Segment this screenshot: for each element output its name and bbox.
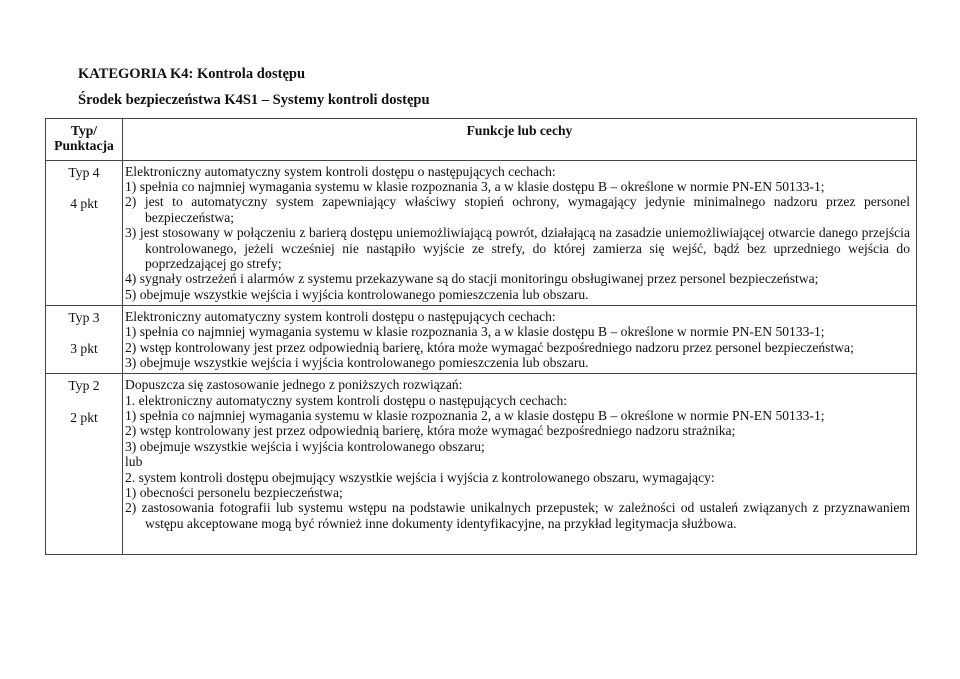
table-header-row: [46, 119, 917, 161]
list-item: 5) obejmuje wszystkie wejścia i wyjścia kontrolowanego pomieszczenia lub obszaru.: [125, 286, 589, 302]
feature-text: Elektroniczny automatyczny system kontroli dostępu o następujących cechach:: [125, 308, 556, 324]
type-cell: [46, 305, 123, 373]
features-cell: [123, 305, 917, 373]
type-label: Typ 3: [68, 309, 100, 325]
list-item: 2) jest to automatyczny system zapewniający właściwy stopień ochrony, wymagający jedynie minimalnego nadzoru przez personel bezpieczeństwa;: [125, 194, 910, 225]
feature-text: lub: [125, 454, 143, 470]
features-column-header: Funkcje lub cechy: [123, 119, 917, 161]
type-column-header: Typ/ Punktacja: [46, 119, 123, 161]
list-item: 2) wstęp kontrolowany jest przez odpowiednią barierę, która może wymagać bezpośredniego nadzoru strażnika;: [125, 423, 736, 439]
feature-text: Dopuszcza się zastosowanie jednego z poniższych rozwiązań:: [125, 377, 463, 393]
list-item: 1) spełnia co najmniej wymagania systemu w klasie rozpoznania 3, a w klasie dostępu B – określone w normie PN-EN 50133-1;: [125, 324, 825, 340]
type-cell: [46, 160, 123, 305]
list-item: 3) obejmuje wszystkie wejścia i wyjścia kontrolowanego pomieszczenia lub obszaru.: [125, 355, 589, 371]
list-item: 2) zastosowania fotografii lub systemu wstępu na podstawie unikalnych przepustek; w zależności od ustaleń związanych z przyznawaniem wstępu akceptowane mogą być również inne dokumenty identyfikacyjne, na przykład legitymacja służbowa.: [125, 500, 910, 531]
list-item: 1) obecności personelu bezpieczeństwa;: [125, 484, 343, 500]
table-row: [46, 160, 917, 305]
list-item: 1) spełnia co najmniej wymagania systemu w klasie rozpoznania 2, a w klasie dostępu B – określone w normie PN-EN 50133-1;: [125, 408, 825, 424]
points-label: 2 pkt: [70, 409, 98, 425]
points-label: 3 pkt: [70, 341, 98, 357]
type-label: Typ 2: [68, 378, 100, 394]
type-cell: [46, 374, 123, 555]
features-cell: [123, 374, 917, 555]
list-item: 3) jest stosowany w połączeniu z barierą dostępu uniemożliwiającą powrót, działającą na zasadzie uniemożliwiającej otwarcie danego przejścia kontrolowanego, jeżeli wcześniej nie nastąpiło wyjście ze strefy, do której zamierza się wejść, bądź bez uprzedniego wejścia do poprzedzającej go strefy;: [125, 225, 910, 271]
features-cell: [123, 160, 917, 305]
feature-text: 2. system kontroli dostępu obejmujący wszystkie wejścia i wyjścia z kontrolowanego obszaru, wymagający:: [125, 469, 715, 485]
category-title: KATEGORIA K4: Kontrola dostępu: [78, 66, 306, 82]
list-item: 3) obejmuje wszystkie wejścia i wyjścia kontrolowanego obszaru;: [125, 438, 485, 454]
feature-text: Elektroniczny automatyczny system kontroli dostępu o następujących cechach:: [125, 163, 556, 179]
list-item: 4) sygnały ostrzeżeń i alarmów z systemu przekazywane są do stacji monitoringu obsługiwanej przez personel bezpieczeństwa;: [125, 271, 819, 287]
list-item: 2) wstęp kontrolowany jest przez odpowiednią barierę, która może wymagać bezpośredniego nadzoru przez personel bezpieczeństwa;: [125, 339, 854, 355]
list-item: 1) spełnia co najmniej wymagania systemu w klasie rozpoznania 3, a w klasie dostępu B – określone w normie PN-EN 50133-1;: [125, 179, 825, 195]
measure-subtitle: Środek bezpieczeństwa K4S1 – Systemy kontroli dostępu: [78, 92, 430, 108]
access-control-table: [45, 118, 917, 555]
type-label: Typ 4: [68, 164, 100, 180]
feature-text: 1. elektroniczny automatyczny system kontroli dostępu o następujących cechach:: [125, 392, 568, 408]
table-row: [46, 374, 917, 555]
points-label: 4 pkt: [70, 196, 98, 212]
table-row: [46, 305, 917, 373]
